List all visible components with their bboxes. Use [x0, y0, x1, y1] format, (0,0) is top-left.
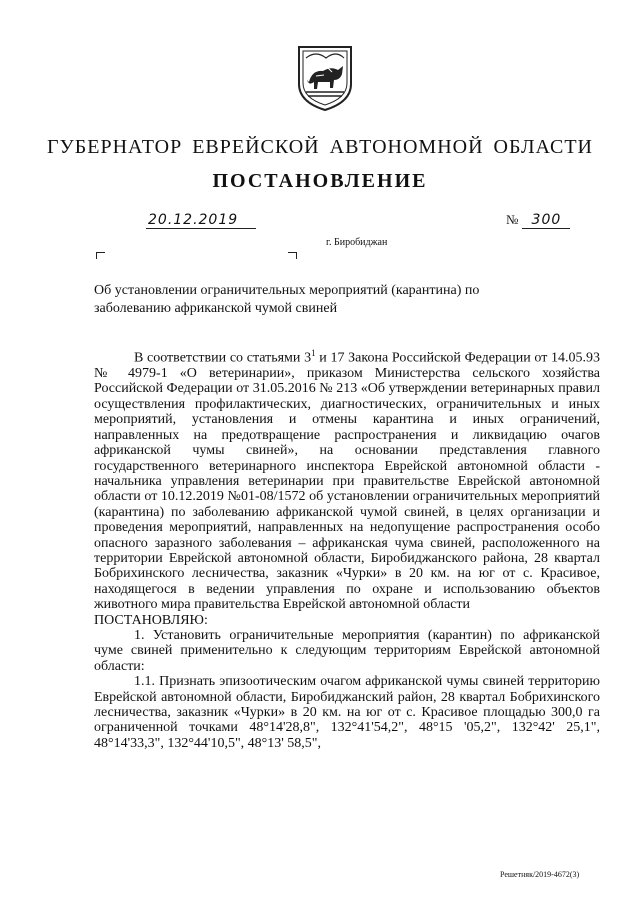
item-1: 1. Установить ограничительные мероприятия (карантин) по африканской чуме свиней применительно к следующим территориям Еврейской автономной области:: [94, 627, 600, 674]
title-corner-right: [288, 252, 297, 259]
number-sign: №: [506, 212, 519, 227]
document-type: ПОСТАНОВЛЕНИЕ: [212, 170, 428, 192]
document-date: 20.12.2019: [146, 212, 256, 229]
preamble-start: В соответствии со статьями 3: [134, 350, 312, 366]
title-corner-left: [96, 252, 105, 259]
decree-word: ПОСТАНОВЛЯЮ:: [94, 612, 208, 628]
number-value: 300: [522, 212, 570, 229]
document-number: [506, 212, 570, 229]
preamble-paragraph: [94, 346, 600, 613]
item-1-1: 1.1. Признать эпизоотическим очагом африканской чумы свиней территорию Еврейской автономной области, Биробиджанский район, 28 квартал Бобрихинского лесничества, заказник «Чурки» в 20 км. на юг от с. Красивое площадью 300,0 га ограниченной точками 48°14'28,8", 132°41'54,2", 48°15 '05,2", 132°42' 25,1", 48°14'33,3", 132°44'10,5", 48°13' 58,5",: [94, 674, 600, 751]
document-body: [94, 346, 600, 751]
footer-code: Решетняк/2019-4672(3): [500, 870, 580, 879]
governor-heading: ГУБЕРНАТОР ЕВРЕЙСКОЙ АВТОНОМНОЙ ОБЛАСТИ: [47, 136, 593, 158]
document-title: Об установлении ограничительных мероприятий (карантина) по заболеванию африканской чумой свиней: [94, 283, 480, 316]
city-label: г. Биробиджан: [326, 237, 388, 248]
preamble-rest: и 17 Закона Российской Федерации от 14.05.93 № 4979-1 «О ветеринарии», приказом Министерства сельского хозяйства Российской Федерации от 31.05.2016 № 213 «Об утверждении ветеринарных правил осуществления профилактических, диагностических, ограничительных и иных мероприятий, установления и отмены карантина и иных ограничений, направленных на предотвращение распространения и ликвидацию очагов африканской чумы свиней», на основании представления главного государственного ветеринарного инспектора Еврейской автономной области - начальника управления ветеринарии при правительстве Еврейской автономной области от 10.12.2019 №01-08/1572 об установлении ограничительных мероприятий (карантина) по заболеванию африканской чумой свиней, в целях организации и проведения мероприятий, направленных на недопущение распространения особо опасного заразного заболевания – африканская чума свиней, расположенного на территории Еврейской автономной области, Биробиджанского района, 28 квартал Бобрихинского лесничества, заказник «Чурки» в 20 км. на юг от с. Красивое, находящегося в ведении управления по охране и использованию объектов животного мира правительства Еврейской автономной области: [94, 350, 601, 613]
emblem-icon: [296, 44, 354, 112]
article-superscript: 1: [311, 348, 316, 358]
